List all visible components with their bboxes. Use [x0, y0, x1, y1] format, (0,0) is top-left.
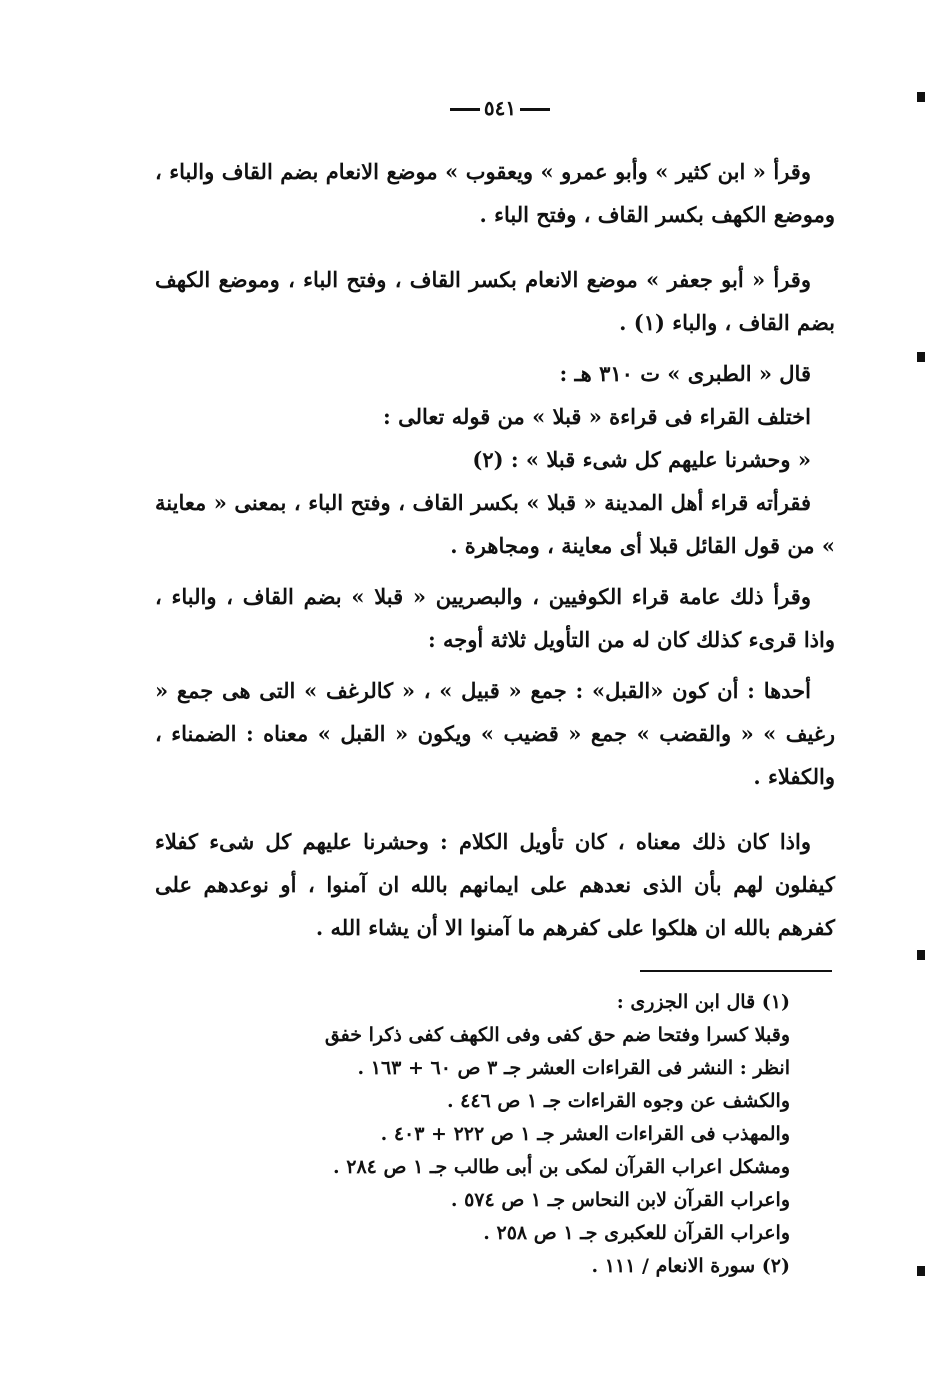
footnote-line: واعراب القرآن للعكبرى جـ ١ ص ٢٥٨ . [483, 1222, 790, 1244]
page-number-text: ٥٤١ [483, 96, 517, 120]
footnote-line: والكشف عن وجوه القراءات جـ ١ ص ٤٤٦ . [446, 1090, 790, 1112]
paragraph: وقرأ ذلك عامة قراء الكوفيين ، والبصريين « قبلا » بضم القاف ، والباء ، واذا قرىء كذلك كان له من التأويل ثلاثة أوجه : [155, 584, 835, 652]
footnote-line: واعراب القرآن لابن النحاس جـ ١ ص ٥٧٤ . [450, 1189, 790, 1211]
paragraph: قال « الطبرى » ت ٣١٠ هـ : [559, 361, 811, 386]
footnote-line: (١) قال ابن الجزرى : [616, 991, 790, 1013]
footnote-line: وقبلا كسرا وفتحا ضم حق كفى وفى الكهف كفى ذكرا خفق [324, 1024, 790, 1046]
footnote-line: (٢) سورة الانعام / ١١١ . [591, 1255, 790, 1277]
paragraph: وقرأ « أبو جعفر » موضع الانعام بكسر القاف ، وفتح الباء ، وموضع الكهف بضم القاف ، والباء (١) . [155, 267, 835, 335]
main-text [155, 150, 835, 957]
footnote-separator [640, 970, 832, 972]
margin-mark [917, 352, 925, 362]
quran-quote: « وحشرنا عليهم كل شىء قبلا » : (٢) [472, 447, 811, 472]
paragraph: وقرأ « ابن كثير » وأبو عمرو » ويعقوب » موضع الانعام بضم القاف والباء ، وموضع الكهف بكسر القاف ، وفتح الباء . [155, 159, 835, 227]
footnote-line: انظر : النشر فى القراءات العشر جـ ٣ ص ٦٠ + ١٦٣ . [357, 1057, 790, 1079]
page-number [440, 96, 560, 120]
page-number-ornament-right [520, 108, 550, 111]
paragraph: واذا كان ذلك معناه ، كان تأويل الكلام : وحشرنا عليهم كل شىء كفلاء كيفلون لهم بأن الذى نعدهم على ايمانهم بالله ان آمنوا ، أو نوعدهم على كفرهم بالله ان هلكوا على كفرهم ما آمنوا الا أن يشاء الله . [155, 829, 835, 940]
margin-mark [917, 92, 925, 102]
margin-mark [917, 950, 925, 960]
footnote-line: والمهذب فى القراءات العشر جـ ١ ص ٢٢٢ + ٤٠٣ . [380, 1123, 790, 1145]
page-number-ornament-left [450, 108, 480, 111]
footnotes [190, 986, 790, 1283]
margin-mark [917, 1266, 925, 1276]
footnote-line: ومشكل اعراب القرآن لمكى بن أبى طالب جـ ١ ص ٢٨٤ . [333, 1156, 790, 1178]
paragraph: أحدها : أن كون «القبل» : جمع « قبيل » ، « كالرغف » التى هى جمع « رغيف » « والقضب » جمع « قضيب » ويكون « القبل » معناه : الضمناء ، والكفلاء . [155, 678, 835, 789]
paragraph: اختلف القراء فى قراءة « قبلا » من قوله تعالى : [383, 404, 811, 429]
paragraph: فقرأته قراء أهل المدينة « قبلا » بكسر القاف ، وفتح الباء ، بمعنى « معاينة » من قول القائل قبلا أى معاينة ، ومجاهرة . [155, 490, 835, 558]
